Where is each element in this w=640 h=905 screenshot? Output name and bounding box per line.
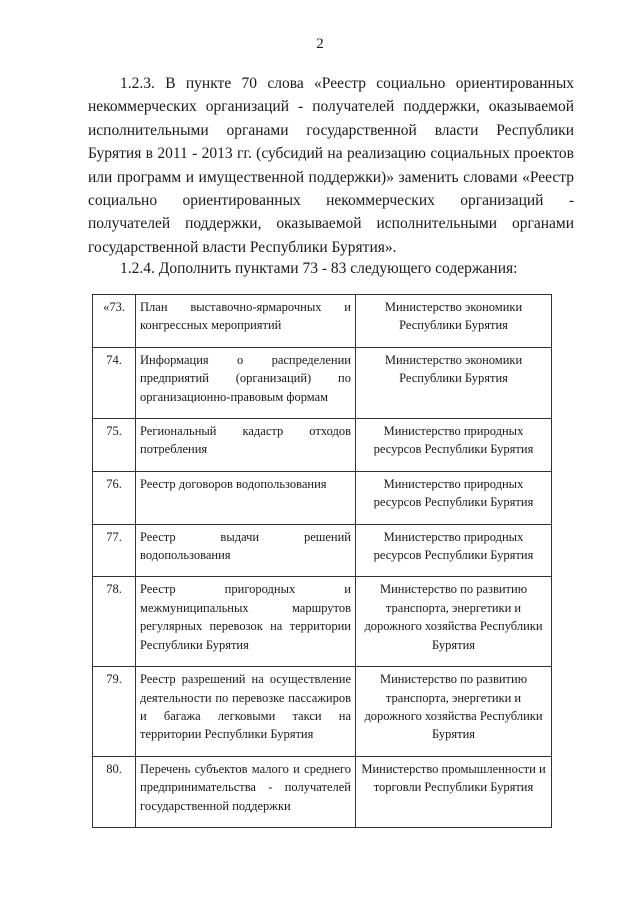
registry-table [92,294,552,828]
row-number: 76. [93,471,136,524]
row-organization: Министерство по развитию транспорта, энергетики и дорожного хозяйства Республики Бурятия [356,667,552,757]
row-name: Информация о распределении предприятий (организаций) по организационно-правовым формам [136,347,356,418]
paragraph-1-2-4: 1.2.4. Дополнить пунктами 73 - 83 следующего содержания: [120,260,518,277]
table-row [93,471,552,524]
table-row [93,419,552,472]
table-row [93,524,552,577]
table-row [93,577,552,667]
table-row [93,347,552,418]
row-number: 78. [93,577,136,667]
table-row [93,756,552,827]
row-name: Реестр договоров водопользования [136,471,356,524]
row-name: Реестр пригородных и межмуниципальных маршрутов регулярных перевозок на территории Республики Бурятия [136,577,356,667]
row-number: 74. [93,347,136,418]
row-organization: Министерство природных ресурсов Республики Бурятия [356,524,552,577]
page-number: 2 [316,36,324,52]
row-organization: Министерство природных ресурсов Республики Бурятия [356,471,552,524]
row-number: 77. [93,524,136,577]
row-name: Перечень субъектов малого и среднего предпринимательства - получателей государственной поддержки [136,756,356,827]
row-organization: Министерство по развитию транспорта, энергетики и дорожного хозяйства Республики Бурятия [356,577,552,667]
row-organization: Министерство экономики Республики Бурятия [356,295,552,348]
row-name: Реестр выдачи решений водопользования [136,524,356,577]
paragraph-1-2-3: 1.2.3. В пункте 70 слова «Реестр социально ориентированных некоммерческих организаций - получателей поддержки, оказываемой исполнительными органами государственной власти Республики Бурятия в 2011 - 2013 гг. (субсидий на реализацию социальных проектов или программ и имущественной поддержки)» заменить словами «Реестр социально ориентированных некоммерческих организаций - получателей поддержки, оказываемой исполнительными органами государственной власти Республики Бурятия». [88,75,574,256]
row-number: 79. [93,667,136,757]
table-row [93,667,552,757]
row-name: Региональный кадастр отходов потребления [136,419,356,472]
row-organization: Министерство промышленности и торговли Республики Бурятия [356,756,552,827]
row-organization: Министерство экономики Республики Бурятия [356,347,552,418]
row-organization: Министерство природных ресурсов Республики Бурятия [356,419,552,472]
row-name: План выставочно-ярмарочных и конгрессных мероприятий [136,295,356,348]
row-number: 75. [93,419,136,472]
row-number: 80. [93,756,136,827]
row-name: Реестр разрешений на осуществление деятельности по перевозке пассажиров и багажа легковыми такси на территории Республики Бурятия [136,667,356,757]
table-row [93,295,552,348]
row-number: «73. [93,295,136,348]
